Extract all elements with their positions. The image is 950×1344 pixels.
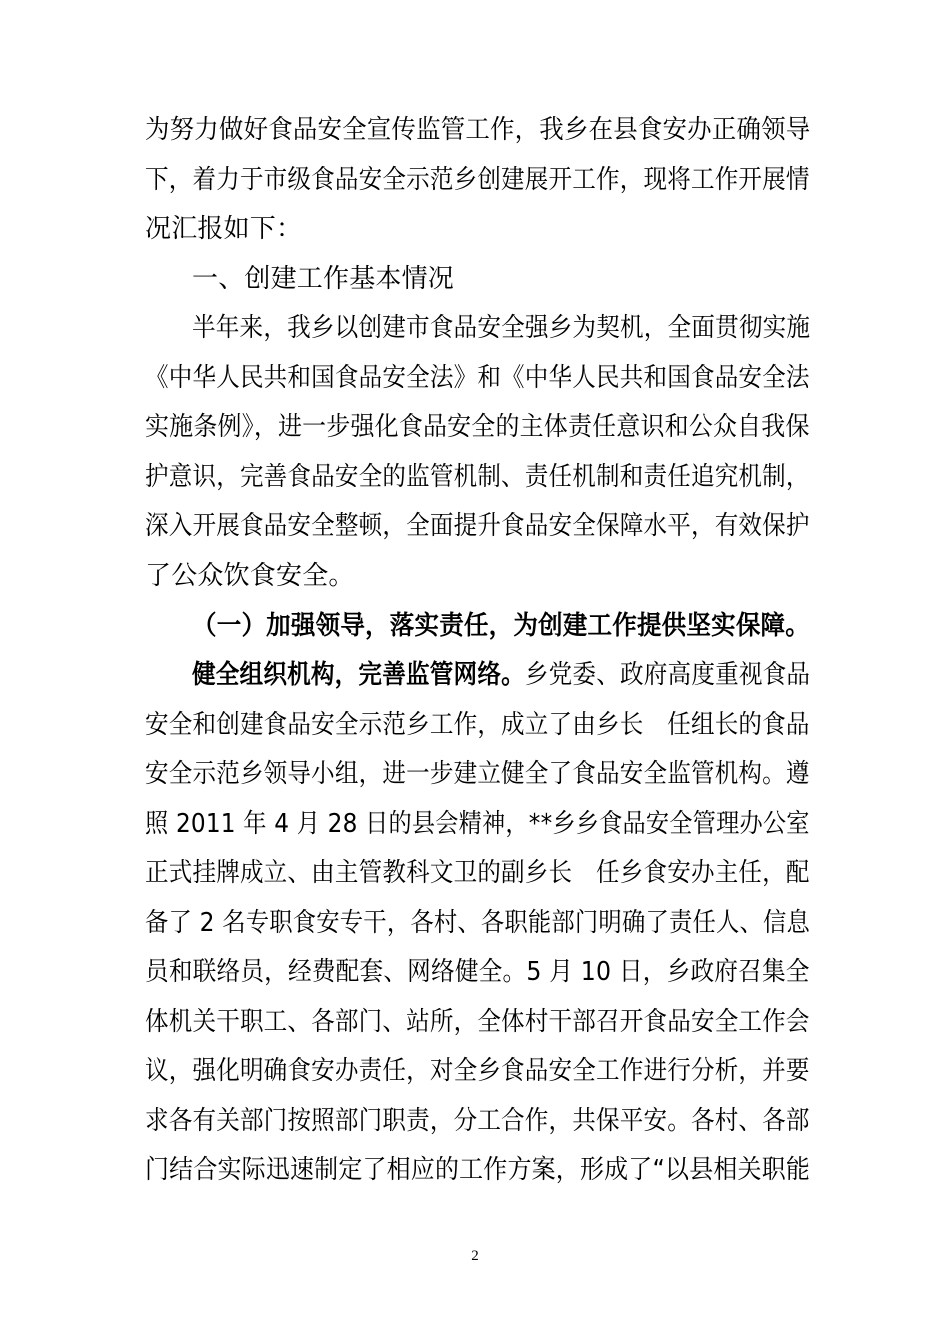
body-text-line: 下，着力于市级食品安全示范乡创建展开工作，现将工作开展情 <box>145 165 810 195</box>
body-text-line: 求各有关部门按照部门职责，分工合作，共保平安。各村、各部 <box>145 1106 810 1136</box>
body-text-line: 实施条例》，进一步强化食品安全的主体责任意识和公众自我保 <box>145 412 810 442</box>
body-text-line: 安全和创建食品安全示范乡工作，成立了由乡长 任组长的食品 <box>145 710 810 740</box>
body-text-line: 门结合实际迅速制定了相应的工作方案，形成了“以县相关职能 <box>145 1155 811 1185</box>
page-number: 2 <box>471 1248 479 1264</box>
body-text-line: 备了 2 名专职食安专干，各村、各职能部门明确了责任人、信息 <box>145 908 811 938</box>
lead-in-bold-text: 健全组织机构，完善监管网络。 <box>192 660 525 690</box>
body-text-line: 体机关干职工、各部门、站所，全体村干部召开食品安全工作会 <box>145 1007 810 1037</box>
body-text-span: 乡党委、政府高度重视食品 <box>524 660 811 690</box>
body-text-line <box>192 660 810 690</box>
body-text-line: 员和联络员，经费配套、网络健全。5 月 10 日，乡政府召集全 <box>145 957 810 987</box>
body-text-line: 护意识，完善食品安全的监管机制、责任机制和责任追究机制， <box>145 462 810 492</box>
body-text-line: 议，强化明确食安办责任，对全乡食品安全工作进行分析，并要 <box>145 1056 810 1086</box>
body-text-line: 深入开展食品安全整顿，全面提升食品安全保障水平，有效保护 <box>145 511 810 541</box>
subheading: （一）加强领导，落实责任，为创建工作提供坚实保障。 <box>192 611 811 641</box>
section-heading: 一、创建工作基本情况 <box>192 264 455 294</box>
body-text-line: 半年来，我乡以创建市食品安全强乡为契机，全面贯彻实施 <box>192 313 811 343</box>
body-text-line: 《中华人民共和国食品安全法》和《中华人民共和国食品安全法 <box>145 363 810 393</box>
body-text-line: 正式挂牌成立、由主管教科文卫的副乡长 任乡食安办主任，配 <box>145 858 810 888</box>
body-text-line: 安全示范乡领导小组，进一步建立健全了食品安全监管机构。遵 <box>145 759 810 789</box>
body-text-line: 为努力做好食品安全宣传监管工作，我乡在县食安办正确领导 <box>145 115 811 145</box>
body-text-line: 了公众饮食安全。 <box>145 561 355 591</box>
body-text-line: 况汇报如下： <box>145 214 303 244</box>
body-text-line: 照 2011 年 4 月 28 日的县会精神，**乡乡食品安全管理办公室 <box>145 809 810 839</box>
